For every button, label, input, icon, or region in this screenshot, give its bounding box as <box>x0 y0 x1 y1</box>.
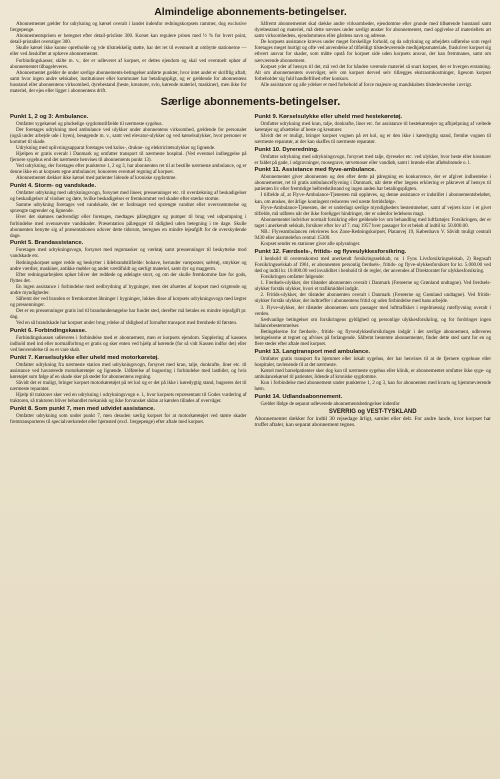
terms-section <box>255 167 492 247</box>
section-heading: Punkt 10. Dyreredning. <box>254 146 319 153</box>
special-terms-right-sections <box>255 114 492 407</box>
general-terms-paragraph: Forbindingskasser, skilte m. v., der er udleveret af korpset, er dettes ejendom og skal ved eventuelt ophør af abonnementet tilbageleveres. <box>10 57 247 70</box>
section-heading: Punkt 5. Brandassistance. <box>10 240 84 247</box>
terms-section <box>10 183 247 239</box>
section-paragraph: Kørsel med barselpatienter sker dog kun til nærmeste sygehus eller klinik, er abonnementet omfatter ikke syge- og ambulancekørsel til patienter, lidende af kroniske sygdomme. <box>254 367 491 380</box>
general-terms-paragraph: Abonnementsprisen er beregnet efter detail-prisliste 300. Korset kan regulere prisen med ½ % for hvert point, detail-pristallet overstiger 300. <box>10 33 247 46</box>
general-terms-paragraph: Skulle kørsel ikke kunne opretholde og yde tilstrækkelig støtte, har det ret til eventuelt at ombytte stationerne — eller ved årsskiftet at ophæve abonnementet. <box>10 45 247 58</box>
section-heading: Punkt 9. Kørselsulykke eller uheld med hestekøretøj. <box>254 113 403 120</box>
general-terms-columns <box>10 21 491 94</box>
section-paragraph: Efter redningsarbejdets ophør bliver det reddede og ødelagte stuvt, og om der skulle fremkomme fare for gods, flyttes det. <box>10 271 247 284</box>
section-heading: Punkt 13. Langtransport med ambulance. <box>254 348 371 355</box>
general-terms-paragraph: Abonnementet gælder for udrykning og kørsel overalt i landet indenfor redningskorpsets rammer, dog exclusive færgepenge. <box>10 21 247 34</box>
abroad-coverage-text: Abonnementet dækker for indtil 30 rejsedage årligt, samlet eller delt. For andre lande, kvor korpset har truffet aftaler, kan separat abonnement tegnes. <box>254 415 491 428</box>
section-paragraph: Forbindingskassen udleveres i forbindelse med et abonnement, men er korpsets ejendom. Supplering af kassens indhold med ind eller normalforbrug er gratis og sker enten ved hjælp af kørende (for så vidt Kassen indfor det) eller ved henvendelse til os et vare skab. <box>10 335 247 354</box>
section-paragraph: Betingelserne for færdsels-, fritids- og flyveulykkesforsikringen indgår i det særlige abonnement, udleveres betingelserne at tegnet og afvises på forlangende. Såfremt bestemte abonnementer, finder dette sted samt for en og flere steder efter aftale med korpset. <box>254 328 491 348</box>
section-paragraph: 1. Færdsels-ulykker, der tilstøder abonnenten overalt i Danmark (Færøerne og Grønland undtagne). Ved færdsels-ulykker forstås ulykker, hvori et trafikmiddel indgår. <box>254 280 491 293</box>
section-paragraph: NB.: Flyveambulancen rekvireres hos Zone-Redningskorpset, Platanvej 19, København V. Såvidt muligt centralt 9430 eller alarmtelefon central 15300. <box>254 229 491 242</box>
section-heading: Punkt 7. Kørselsulykke eller uheld med motorkøretøj. <box>10 354 159 361</box>
section-paragraph: Sædvanlige betingelser om forsikringens gyldighed og personlige ulykkesforsikring, og for fordringer ingen ballancebestemmelser. <box>254 316 491 329</box>
section-paragraph: Udrykning med oplivningsapparat foretages ved kulos-, drukne- og elektricitetsulykker og lignende. <box>16 145 216 151</box>
special-terms-left-column <box>10 112 247 428</box>
general-terms-paragraph: Abonnementet gælder de under særlige abonnements-betingelser anførte punkter, hvor intet andet er skriftlig aftalt, samt hvor ingen andre selskaber, institutioner eller kommuner har betalingspligt, og er gældende for abonnentens husstand eller abonnentens virksomhed, dyrebestand (heste, kreaturer, svin, kørende materiel, maskiner), men ikke for materiel, der ejes eller ligger i abonnentens drift. <box>10 69 247 95</box>
section-paragraph: Forsikringen omfatter følgende: <box>260 274 325 281</box>
general-terms-paragraph: De korpsets assistance kræves under meget forskellige forhold, og da udrykning og arbejdets udførelse som regel foretages meget hurtigt og ofte ved anvendelse af tilfældigt tilstedeværende medhjælpsmateriale, fraskriver korpset sig ethvert ansvar for skader, som måtte opstå for korpset side uden korpsets ansvar, der kan fremmanes, samt om nærværende abonnement. <box>254 39 491 64</box>
terms-section <box>10 406 247 425</box>
section-paragraph: Omfatter udrykning med udrykningsvogn, forsynet med talje, dyreseler etc. ved ulykker, hvor heste eller kreaturer er faldet på gade, i udgravninger, mosegrave, tørvemoser eller vandløb, samt i brønde eller afløbsbrønde o. l. <box>254 153 491 166</box>
section-heading: Punkt 6. Forbindingskasse. <box>10 328 87 335</box>
section-paragraph: Såfremt der ved branden er fremkommet åbninger i bygninger, lukkes disse af korpsets udrykningsvogn med lægter og pressenninger. <box>10 296 247 309</box>
section-paragraph: Abonnementet giver abonnenten og den efter dette på påregning en konkurrence, der er afgivet indhentelse i abonnementet, ret til gratis ambulanceflyvning i Danmark, når dette efter lægens erklæring er påkrævet af hensyn til patienten liv eller fremtidige helbredstilstand og ingen anden har betalingspligten. <box>254 174 491 193</box>
section-paragraph: Gælder ifølge de separat udleverede abonnementsbetingelser indenfor <box>260 400 400 407</box>
general-terms-left-column <box>10 21 247 94</box>
section-paragraph: Det er en pressenninger gratis ind til brandundersøgelse har fundet sted, derefter må betales en mindre lejeafgift pr. dag. <box>10 308 247 321</box>
section-paragraph: Samme udrykning foretages ved vandskade, der er forårsaget ved sprængte vandrør eller oversvømmelse og sprængte tagrender og lignende. <box>10 202 247 215</box>
section-paragraph: Foretages med udrykningsvogn, forsynet med regnmasker og værktøj samt pressenninger til beskyttelse mod vandskade etc. <box>10 247 247 260</box>
section-paragraph: Omfatter udrykning med udrykningsvogn, forsynet med lineer, pressenninger etc. til overdækning af beskadigelser og beskadigelser af vinduer og døre, hvilke beskadigelser er fremkommet ved skader efter stærke storme. <box>10 190 247 203</box>
abroad-countries-heading: SVERRIG og VEST-TYSKLAND <box>328 408 417 415</box>
section-paragraph: Omfatter udrykning fra nærmeste station med udrykningsvogn, forsynet med kran, talje, donkrafte, liner etc. til assistance ved havarerede motorkøretøjer og lignende. Udførelse af bugsering i forbindelse med lastbiler, og hvis køretøjet som følge af en skade sker på stedet for abonnentens regning. <box>10 361 247 380</box>
section-heading: Punkt 12. Færdsels-, fritids- og flyveulykkesforsikring. <box>254 248 407 255</box>
general-terms-paragraph: Alle assistancer og alle ydelser er med forbehold af force majeure og mandskabets tilstedeværelse i øvrigt. <box>260 81 473 88</box>
section-paragraph: 3. Flyve-ulykker, der tilstøder abonnenten som passager med lufttrafikker i regelmæssig ruteflyvning overalt i verden. <box>254 304 491 317</box>
section-paragraph: Korpset sender en stationer giver alle oplysninger. <box>260 241 361 248</box>
section-paragraph: I henhold til overenskomst med anerkendt forsikringsselskab, nr. 1 Fyns Livsforsikringselskab, 2) Regnsaft Forsikringsselskab af 1961, er abonnenten personlig færdsels-, fritids- og flyve-ulykkesforsikret for kr. 5.000.00 ved død og indtil kr. 10.000.00 ved invaliditet i henhold til de regler, der anvendes af Direktoratet for ulykkesforsikring. <box>254 255 491 274</box>
section-paragraph: Ved en så brandskade har korpset under brug ydelse af rådighed af fornuftet transport med fremhede til førsten. <box>16 320 238 327</box>
terms-section <box>255 114 492 145</box>
section-paragraph: En ingen assistance i forbindelse med nedbrydning af bygninger, men det afsættes af korpset med svigtende og andre myndigheder. <box>10 283 247 296</box>
section-paragraph: Ved udrykning, der foretages efter punkterne 1, 2 og 3, har abonnenten ret til at bestille nærmeste ambulance, og er denne ikke en at korpsets egne ambulancer, honoreres eventuel regning af korpset. <box>10 163 247 176</box>
section-paragraph: Hjælp til traktorer sker ved en udrykning i udrykningsvogn e. l., hvor korpsets repræsentant til Godes vurdering af traktoren, så traktoren bliver behandlet mekanisk og ikke forvansket sådan at kørslen tillades af overvåger. <box>10 392 247 405</box>
terms-section <box>255 394 492 407</box>
general-terms-right-column <box>255 21 492 94</box>
general-terms-title: Almindelige abonnements-betingelser. <box>154 6 347 18</box>
section-heading: Punkt 14. Udlandsabonnement. <box>254 393 343 400</box>
general-terms-paragraph: Såfremt abonnementet skal dække andre virksomheder, ejendomme eller grunde med tilhørende husstand samt dyrebestand og materiel, må dette nævnes under særligt ønsker for abonnementet, med opgivelse af materiellets art samt virksomhedens, ejendommens eller gårdens navn og adresse. <box>254 21 491 40</box>
section-paragraph: Omfatter sygekørsel og pludselige sygdomstilfælde til nærmeste sygehus. <box>16 120 163 127</box>
special-terms-columns <box>10 112 491 428</box>
terms-section <box>255 147 492 166</box>
terms-section <box>10 328 247 353</box>
section-paragraph: Redningskorpset søger redde og beskytter i ildebrandstilfælde: bohave, herunder vareposter, sølvtøj, smykker og andre værdier, maskiner, antikke møbler og andet værdifuldt og særligt materiel, samt dyr og maggerm. <box>10 259 247 272</box>
section-paragraph: Hjælpen er gratis overalt i Danmark og omfatter transport til nærmeste hospital. (Ved eventuel indlæggelse på fjernere sygehus end det nærmeste henvises til abonnements punkt 13). <box>10 151 247 164</box>
section-paragraph: Abonnementet dækker ikke kørsel med patienter lidende af kroniske sygdomme. <box>16 175 177 182</box>
section-paragraph: Flyve-Ambulance-Tjenesten, der er underlagt særlige myndigheders bestemmelser, samt af vejrets krav i et givet tilfælde, må udføres når der ikke foreligger hindringer, der er udenfor ledelsens magt. <box>254 204 491 217</box>
terms-section <box>10 355 247 405</box>
section-paragraph: Abonnementet indvirker normalt forsikring eller gældende lov om behandling med luftfartøjer. Forsikringen, der er taget i anerkendt selskab, forsikrer efter lov af 7. maj 1957 hver passager for et beløb af indtil kr. 50.000.00. <box>254 216 491 229</box>
terms-section <box>10 114 247 182</box>
section-paragraph: Omfatter udrykning som under punkt 7, men desuden særlig korpset for at motorkøretøjet ved større skader fremtransporteres til specialværkstedet eller hjemsted (excl. færgepenge) efter aftale med korpset. <box>10 412 247 426</box>
section-heading: Punkt 8. Som punkt 7, men med udvidet assistance. <box>10 405 156 412</box>
section-paragraph: Omfatter gratis transport fra hjemmet eller lokalt sygehus, der har henvises til at de fjernere sygehuse eller hospitaler, tavlenende til at det nærmeste. <box>254 355 491 368</box>
section-paragraph: Kun i forbindelse med abonnement under punkterne 1, 2 og 3, kan for abonnenten med kvarts og hjemmeværende børn. <box>254 380 491 393</box>
section-heading: Punkt 1, 2 og 3: Ambulance. <box>10 113 89 120</box>
section-heading: Punkt 4. Storm- og vandskade. <box>10 183 97 190</box>
section-paragraph: I tilfælde af, at Flyve-Ambulance-Tjenesten må oppløves, og denne assistance er indstillet i abonnementsbeløbet, kan, om ønskes, det årlige kontingent reduceres ved næste fortidsfølge. <box>254 192 491 205</box>
section-heading: Punkt 11. Assistance med flyve-ambulance. <box>254 167 377 174</box>
section-paragraph: Hver det skønnes nødvendigt eller foretages, medtages pålægtigpre og pumper til brug ved udpumpning i forbindelse med ovennævnte vandskader. Præsentation pålægsger til rådighed uden betegning i tre dage. Skulle abonnenten benytte sig af præsentationen udover dette tidsrum, beregnes en mindre lejeafgift for de overskydende dage. <box>10 214 247 239</box>
section-paragraph: Såvidt det er muligt, bringer korpset motorkøretøjet på ret kol og er det på ikke i køredygtig stand, bugseres det til nærmeste reparatør. <box>10 380 247 393</box>
section-paragraph: Såvidt det er muligt, bringer korpset vognen på ret kol, og er den ikke i køredygtig stand, fremhe vognen til nærmeste reparatør, at der kan skaffes til nærmeste reparatør. <box>254 132 491 145</box>
terms-section <box>10 240 247 326</box>
section-paragraph: Omfatter udrykning med kran, talje, donkrafte, liner etc. for assistance til hestekøretøjer og afhjælpning af væltede køretøjer og afsættelse af heste og kreaturer. <box>254 120 491 133</box>
special-terms-right-column <box>255 112 492 428</box>
special-terms-title: Særlige abonnements-betingelser. <box>160 96 341 109</box>
section-paragraph: Der foretages udrykning med ambulance ved ulykker under abonnentens virksomhed, gældende for personalet (også under arbejde ude i byen), besøgende m. v., samt ved elevator-ulykker og ved kørselsulykker, hvor personer er kommet til skade. <box>10 126 247 145</box>
general-terms-paragraph: Korpset yder af hensyn til det, må ved det for hånden værende materiel så snart korpset, der er hvergen erstatning. Alt om abonnementets overvåget, selv om korpset derved selv tillægges ekstraomkostninger, ligesom korpset forbeholder sig fuld handlefrihed efter konkurs. <box>254 63 491 82</box>
section-paragraph: 2. Fritids-ulykker, der tilstøder abonnenten overalt i Danmark (Færøerne og Grønland undtagne). Ved fritids-ulykker forstås ulykker, der indtræffer i abonnentens fritid og uden forbindelse med hans arbejde. <box>254 292 491 305</box>
terms-section <box>255 249 492 347</box>
terms-section <box>255 349 492 393</box>
